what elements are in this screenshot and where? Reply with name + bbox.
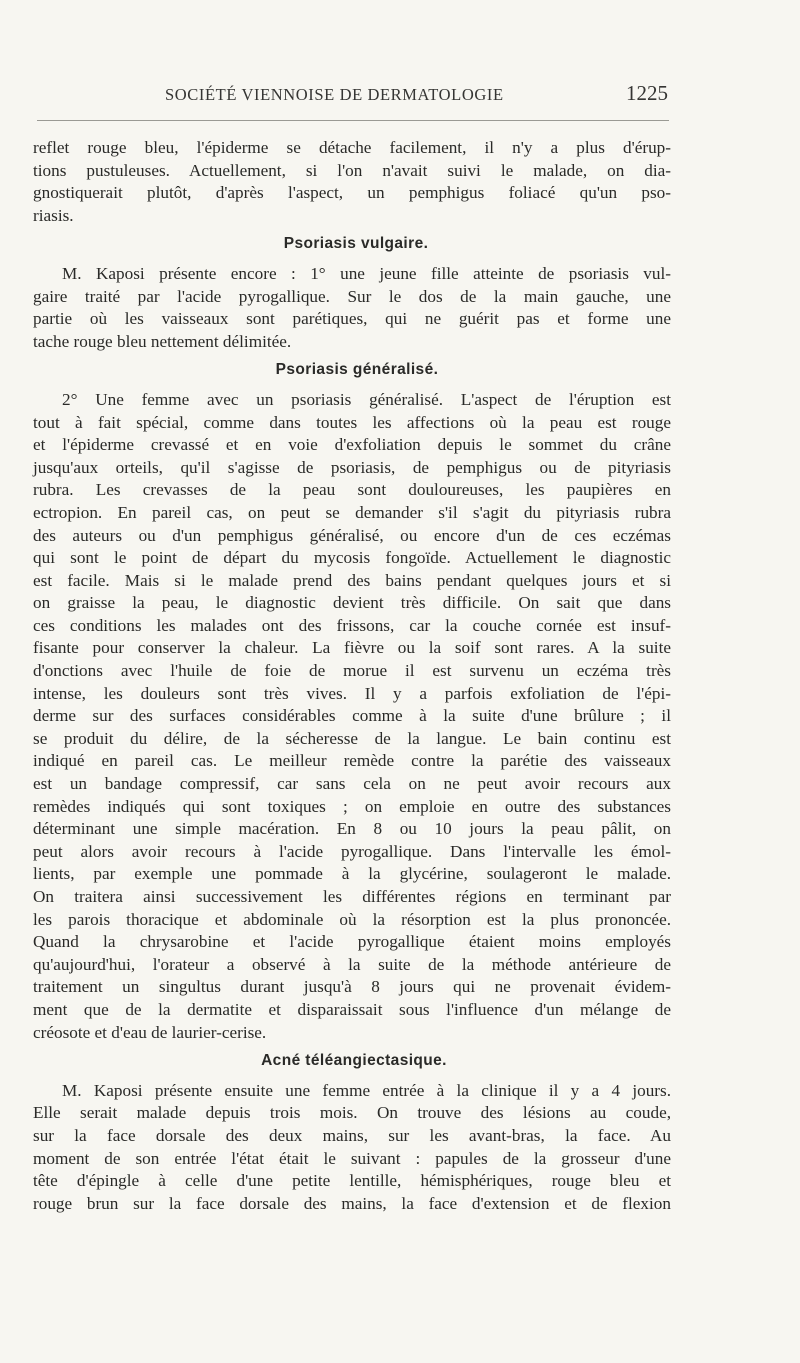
text-line: gnostiquerait plutôt, d'après l'aspect, un pemphigus foliacé qu'un pso- bbox=[33, 183, 671, 203]
text-line: et l'épiderme crevassé et en voie d'exfoliation depuis le sommet du crâne bbox=[33, 435, 671, 455]
text-line: intense, les douleurs sont très vives. Il y a parfois exfoliation de l'épi- bbox=[33, 683, 671, 703]
text-line: jusqu'aux orteils, qu'il s'agisse de psoriasis, de pemphigus ou de pityriasis bbox=[33, 457, 671, 477]
text-line: riasis. bbox=[33, 205, 74, 225]
header-rule bbox=[37, 120, 669, 121]
text-line: tions pustuleuses. Actuellement, si l'on n'avait suivi le malade, on dia- bbox=[33, 160, 671, 180]
text-line: partie où les vaisseaux sont parétiques, qui ne guérit pas et forme une bbox=[33, 309, 671, 329]
text-line: tête d'épingle à celle d'une petite lentille, hémisphériques, rouge bleu et bbox=[33, 1171, 671, 1191]
text-line: ces conditions les malades ont des frissons, car la couche cornée est insuf- bbox=[33, 615, 671, 635]
text-line: peut alors avoir recours à l'acide pyrogallique. Dans l'intervalle les émol- bbox=[33, 841, 671, 861]
page-header bbox=[33, 80, 674, 110]
text-line: fisante pour conserver la chaleur. La fièvre ou la soif sont rares. A la suite bbox=[33, 638, 671, 658]
paragraph-1 bbox=[33, 137, 671, 227]
text-line: qu'aujourd'hui, l'orateur a observé à la suite de la méthode antérieure de bbox=[33, 954, 671, 974]
text-line: créosote et d'eau de laurier-cerise. bbox=[33, 1022, 267, 1042]
text-line: les parois thoracique et abdominale où la résorption est la plus prononcée. bbox=[33, 909, 671, 929]
text-line: reflet rouge bleu, l'épiderme se détache facilement, il n'y a plus d'érup- bbox=[33, 138, 671, 157]
text-line: qui sont le point de départ du mycosis fongoïde. Actuellement le diagnostic bbox=[33, 548, 671, 568]
section-heading-psoriasis-generalise: Psoriasis généralisé. bbox=[275, 361, 439, 379]
paragraph-4 bbox=[33, 1080, 671, 1216]
text-line: ment que de la dermatite et disparaissait sous l'influence d'un mélange de bbox=[33, 999, 671, 1019]
text-line: Quand la chrysarobine et l'acide pyrogallique étaient moins employés bbox=[33, 932, 671, 952]
text-line: On traitera ainsi successivement les différentes régions en terminant par bbox=[33, 887, 671, 906]
running-title: SOCIÉTÉ VIENNOISE DE DERMATOLOGIE bbox=[165, 85, 504, 104]
text-line: tache rouge bleu nettement délimitée. bbox=[33, 331, 292, 351]
text-line: Elle serait malade depuis trois mois. On trouve des lésions au coude, bbox=[33, 1103, 671, 1123]
text-line: est un bandage compressif, car sans cela on ne peut avoir recours aux bbox=[33, 774, 671, 794]
text-line: gaire traité par l'acide pyrogallique. Sur le dos de la main gauche, une bbox=[33, 286, 671, 306]
section-heading-psoriasis-vulgaire: Psoriasis vulgaire. bbox=[283, 235, 429, 253]
text-line: se produit du délire, de la sécheresse de la langue. Le bain continu est bbox=[33, 728, 671, 748]
body-text bbox=[33, 137, 671, 1215]
text-line: d'onctions avec l'huile de foie de morue il est survenu un eczéma très bbox=[33, 661, 671, 681]
text-line: 2° Une femme avec un psoriasis généralisé. L'aspect de l'éruption est bbox=[62, 389, 671, 409]
text-line: indiqué en pareil cas. Le meilleur remède contre la parétie des vaisseaux bbox=[33, 751, 671, 771]
text-line: on graisse la peau, le diagnostic devient très difficile. On sait que dans bbox=[33, 593, 671, 613]
page-number: 1225 bbox=[626, 81, 668, 105]
text-line: déterminant une simple macération. En 8 ou 10 jours la peau pâlit, on bbox=[33, 819, 671, 839]
text-line: tout à fait spécial, comme dans toutes les affections où la peau est rouge bbox=[33, 412, 671, 432]
text-line: est facile. Mais si le malade prend des bains pendant quelques jours et si bbox=[33, 570, 671, 590]
text-line: rouge brun sur la face dorsale des mains, la face d'extension et de flexion bbox=[33, 1193, 671, 1213]
text-line: M. Kaposi présente ensuite une femme entrée à la clinique il y a 4 jours. bbox=[62, 1080, 671, 1100]
text-line: traitement un singultus durant jusqu'à 8 jours qui ne provenait évidem- bbox=[33, 977, 671, 997]
text-line: ectropion. En pareil cas, on peut se demander s'il s'agit du pityriasis rubra bbox=[33, 502, 671, 522]
text-line: derme sur des surfaces considérables comme à la suite d'une brûlure ; il bbox=[33, 706, 671, 726]
text-line: moment de son entrée l'état était le suivant : papules de la grosseur d'une bbox=[33, 1148, 671, 1168]
text-line: des auteurs ou d'un pemphigus généralisé, ou encore d'un de ces eczémas bbox=[33, 525, 671, 545]
text-line: remèdes indiqués qui sont toxiques ; on emploie en outre des substances bbox=[33, 796, 671, 816]
paragraph-2 bbox=[33, 263, 671, 353]
text-line: lients, par exemple une pommade à la glycérine, soulageront le malade. bbox=[33, 864, 671, 884]
section-heading-acne-teleangiectasique: Acné téléangiectasique. bbox=[261, 1052, 447, 1070]
text-line: rubra. Les crevasses de la peau sont douloureuses, les paupières en bbox=[33, 480, 671, 500]
paragraph-3 bbox=[33, 389, 671, 1044]
text-line: M. Kaposi présente encore : 1° une jeune fille atteinte de psoriasis vul- bbox=[62, 263, 671, 283]
text-line: sur la face dorsale des deux mains, sur les avant-bras, la face. Au bbox=[33, 1125, 671, 1145]
